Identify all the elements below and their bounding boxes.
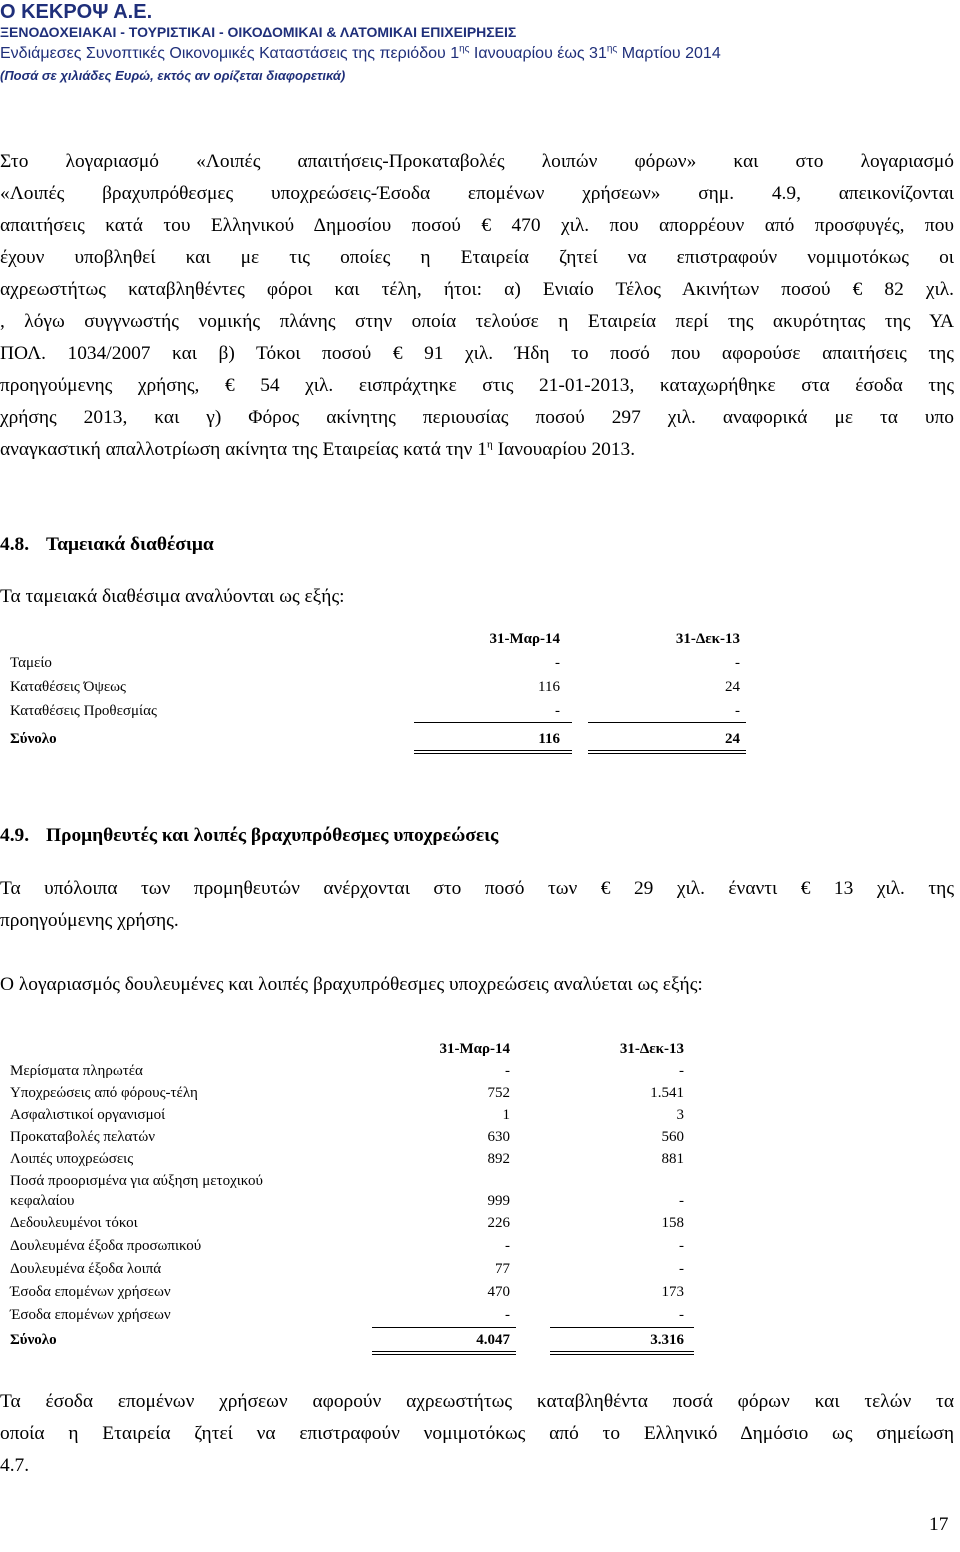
row-value: - [679, 1238, 684, 1254]
row-label: Έσοδα επομένων χρήσεων [10, 1284, 171, 1300]
row-value: - [505, 1307, 510, 1323]
total-value: 4.047 [476, 1332, 510, 1348]
total-value: 116 [538, 731, 560, 747]
row-label: κεφαλαίου [10, 1193, 75, 1209]
cash-table [10, 628, 740, 768]
paragraph-line: ΠΟΛ. 1034/2007 και β) Τόκοι ποσού € 91 χιλ. Ήδη το ποσό που αφορούσε απαιτήσεις της [0, 343, 954, 364]
total-label: Σύνολο [10, 1332, 57, 1348]
row-value: - [555, 655, 560, 671]
table-row [10, 1104, 710, 1126]
row-label: Προκαταβολές πελατών [10, 1129, 156, 1145]
table-row [10, 676, 740, 698]
total-label: Σύνολο [10, 731, 57, 747]
row-value: - [735, 703, 740, 719]
row-label: Δουλευμένα έξοδα λοιπά [10, 1261, 162, 1277]
row-value: 892 [487, 1151, 510, 1167]
row-value: 116 [538, 679, 560, 695]
paragraph-line: , λόγω συγγνωστής νομικής πλάνης στην οποία τελούσε η Εταιρεία περί της ακυρότητας της ΥΑ [0, 311, 954, 332]
row-value: 24 [725, 679, 740, 695]
column-header: 31-Δεκ-13 [675, 631, 740, 647]
table-row [10, 652, 740, 674]
row-value: - [555, 703, 560, 719]
table-row [10, 1060, 710, 1082]
row-value: - [679, 1193, 684, 1209]
total-value: 24 [725, 731, 740, 747]
row-label: Μερίσματα πληρωτέα [10, 1063, 143, 1079]
total-row [10, 1329, 710, 1351]
section-heading-4-8: 4.8. Ταμειακά διαθέσιμα [0, 534, 214, 555]
row-value: - [505, 1063, 510, 1079]
row-label: Έσοδα επομένων χρήσεων [10, 1307, 171, 1323]
table-row [10, 1170, 710, 1192]
table-header-row [10, 1038, 710, 1060]
row-label: Δεδουλευμένοι τόκοι [10, 1215, 138, 1231]
table-row [10, 1258, 710, 1280]
table-row [10, 1304, 710, 1326]
paragraph-line: προηγούμενης χρήσης, € 54 χιλ. εισπράχτηκε στις 21-01-2013, καταχωρήθηκε στα έσοδα της [0, 375, 954, 396]
paragraph-line: Στο λογαριασμό «Λοιπές απαιτήσεις-Προκαταβολές λοιπών φόρων» και στο λογαριασμό [0, 151, 954, 172]
row-value: 173 [661, 1284, 684, 1300]
table-header-row [10, 628, 740, 650]
subtotal-rule [588, 722, 746, 723]
section-heading-4-9: 4.9. Προμηθευτές και λοιπές βραχυπρόθεσμες υποχρεώσεις [0, 825, 499, 846]
table-row [10, 1212, 710, 1234]
row-value: 560 [661, 1129, 684, 1145]
row-value: 630 [487, 1129, 510, 1145]
row-value: 158 [661, 1215, 684, 1231]
table-row [10, 700, 740, 722]
column-header: 31-Μαρ-14 [489, 631, 560, 647]
section-intro: Τα ταμειακά διαθέσιμα αναλύονται ως εξής: [0, 586, 345, 607]
table-row [10, 1126, 710, 1148]
total-double-rule [550, 1351, 694, 1355]
row-value: 1 [502, 1107, 510, 1123]
total-double-rule [414, 750, 572, 754]
section-intro: Ο λογαριασμός δουλευμένες και λοιπές βραχυπρόθεσμες υποχρεώσεις αναλύεται ως εξής: [0, 974, 703, 995]
table-row [10, 1148, 710, 1170]
subtotal-rule [414, 722, 572, 723]
company-name: Ο ΚΕΚΡΟΨ Α.Ε. [0, 1, 153, 23]
total-double-rule [372, 1351, 516, 1355]
table-row [10, 1190, 710, 1212]
row-value: - [505, 1238, 510, 1254]
total-double-rule [588, 750, 746, 754]
paragraph-line: 4.7. [0, 1455, 30, 1476]
paragraph-line: χρήσης 2013, και γ) Φόρος ακίνητης περιουσίας ποσού 297 χιλ. αναφορικά με τα υπο [0, 407, 954, 428]
row-value: 752 [487, 1085, 510, 1101]
paragraph-line: έχουν υποβληθεί και με τις οποίες η Εταιρεία ζητεί να επιστραφούν νομιμοτόκως οι [0, 247, 954, 268]
total-value: 3.316 [650, 1332, 684, 1348]
row-label: Καταθέσεις Όψεως [10, 679, 126, 695]
row-value: 999 [487, 1193, 510, 1209]
amounts-note: (Ποσά σε χιλιάδες Ευρώ, εκτός αν ορίζεται διαφορετικά) [0, 68, 346, 83]
row-value: - [679, 1261, 684, 1277]
paragraph-line: Τα υπόλοιπα των προμηθευτών ανέρχονται στο ποσό των € 29 χιλ. έναντι € 13 χιλ. της [0, 878, 954, 899]
row-label: Ασφαλιστικοί οργανισμοί [10, 1107, 166, 1123]
total-row [10, 728, 740, 750]
page-number: 17 [929, 1514, 949, 1535]
liabilities-table [10, 1038, 710, 1368]
row-value: 77 [495, 1261, 510, 1277]
row-label: Καταθέσεις Προθεσμίας [10, 703, 157, 719]
paragraph-line: οποία η Εταιρεία ζητεί να επιστραφούν νομιμοτόκως από το Ελληνικό Δημόσιο ως σημείωση [0, 1423, 954, 1444]
paragraph-line: απαιτήσεις κατά του Ελληνικού Δημοσίου ποσού € 470 χιλ. που απορρέουν από προσφυγές, που [0, 215, 954, 236]
subtotal-rule [372, 1327, 516, 1328]
row-label: Λοιπές υποχρεώσεις [10, 1151, 134, 1167]
row-label: Ταμείο [10, 655, 52, 671]
row-value: 3 [676, 1107, 684, 1123]
table-row [10, 1082, 710, 1104]
row-label: Υποχρεώσεις από φόρους-τέλη [10, 1085, 198, 1101]
row-label: Δουλευμένα έξοδα προσωπικού [10, 1238, 202, 1254]
paragraph-line: «Λοιπές βραχυπρόθεσμες υποχρεώσεις-Έσοδα επομένων χρήσεων» σημ. 4.9, απεικονίζονται [0, 183, 954, 204]
table-row [10, 1235, 710, 1257]
row-label: Ποσά προορισμένα για αύξηση μετοχικού [10, 1173, 263, 1189]
row-value: 1.541 [650, 1085, 684, 1101]
column-header: 31-Δεκ-13 [619, 1041, 684, 1057]
row-value: 226 [487, 1215, 510, 1231]
paragraph-line-last: αναγκαστική απαλλοτρίωση ακίνητα της Εταιρείας κατά την $1^\eta$ Ιανουαρίου 2013. [0, 438, 636, 460]
row-value: - [735, 655, 740, 671]
row-value: - [679, 1307, 684, 1323]
paragraph-line: Τα έσοδα επομένων χρήσεων αφορούν αχρεωστήτως καταβληθέντα ποσά φόρων και τελών τα [0, 1391, 954, 1412]
row-value: 470 [487, 1284, 510, 1300]
report-period: Ενδιάμεσες Συνοπτικές Οικονομικές Καταστάσεις της περιόδου $1^{\eta\varsigma}$ Ιανουαρίου έως $31^{\eta\varsigma}$ Μαρτίου 2014 [0, 43, 721, 62]
row-value: - [679, 1063, 684, 1079]
paragraph-line: προηγούμενης χρήσης. [0, 910, 179, 931]
column-header: 31-Μαρ-14 [439, 1041, 510, 1057]
subtotal-rule [550, 1327, 694, 1328]
company-subtitle: ΞΕΝΟΔΟΧΕΙΑΚΑΙ - ΤΟΥΡΙΣΤΙΚΑΙ - ΟΙΚΟΔΟΜΙΚΑΙ & ΛΑΤΟΜΙΚΑΙ ΕΠΙΧΕΙΡΗΣΕΙΣ [0, 24, 517, 40]
paragraph-line: αχρεωστήτως καταβληθέντες φόροι και τέλη, ήτοι: α) Ενιαίο Τέλος Ακινήτων ποσού € 82 χιλ. [0, 279, 954, 300]
table-row [10, 1281, 710, 1303]
row-value: 881 [661, 1151, 684, 1167]
